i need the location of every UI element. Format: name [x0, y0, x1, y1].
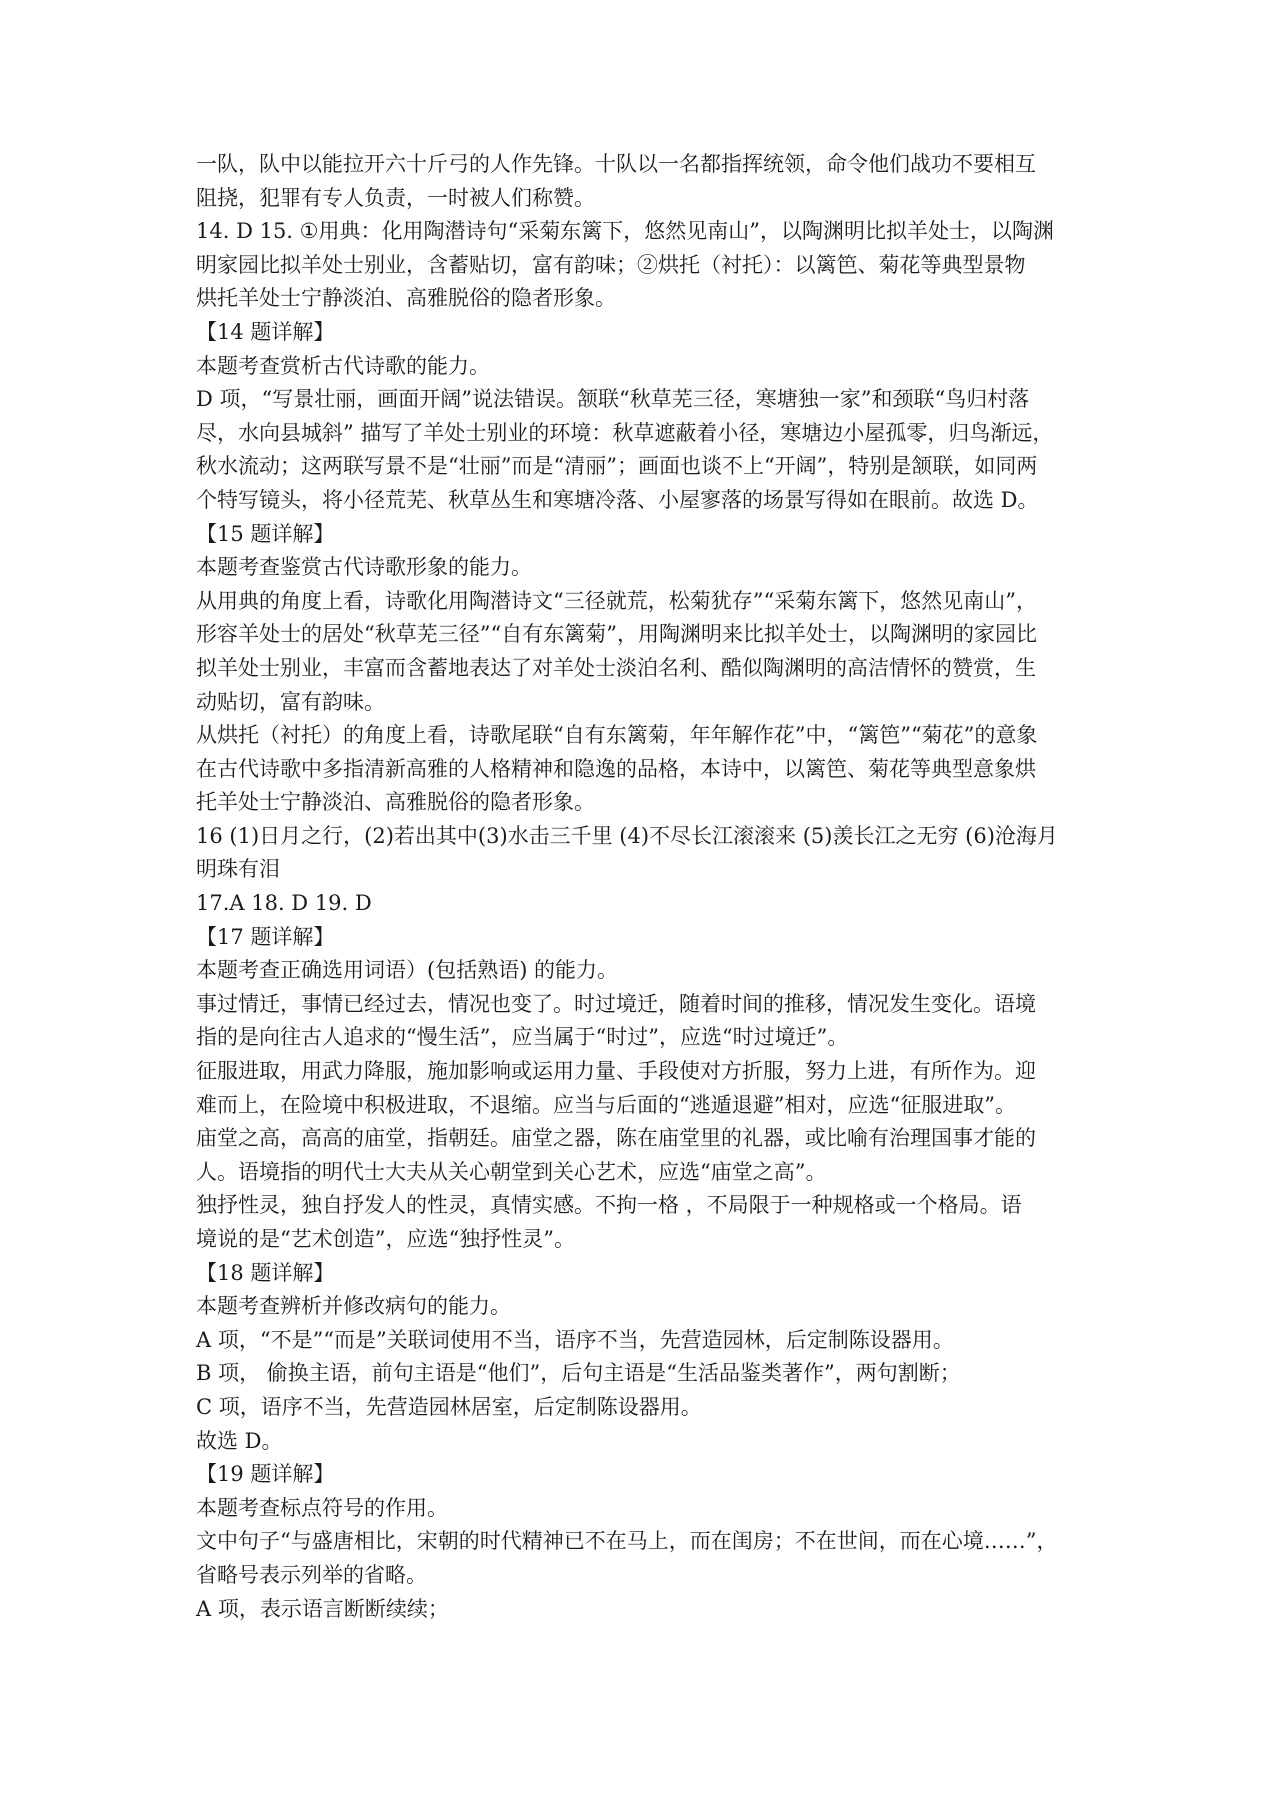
text-line: 境说的是“艺术创造”，应选“独抒性灵”。	[196, 1227, 575, 1251]
text-line: 拟羊处士别业，丰富而含蓄地表达了对羊处士淡泊名利、酷似陶渊明的高洁情怀的赞赏，生	[196, 655, 1036, 680]
text-line: 省略号表示列举的省略。	[196, 1562, 427, 1587]
text-line: 指的是向往古人追求的“慢生活”，应当属于“时过”，应选“时过境迁”。	[196, 1025, 849, 1050]
text-line: 在古代诗歌中多指清新高雅的人格精神和隐逸的品格，本诗中，以篱笆、菊花等典型意象烘	[196, 756, 1036, 781]
text-line: 明家园比拟羊处士别业，含蓄贴切，富有韵味；②烘托（衬托）：以篱笆、菊花等典型景物	[196, 252, 1026, 277]
text-line: 16 (1)日月之行，(2)若出其中(3)水击三千里 (4)不尽长江滚滚来 (5)羡长江之无穷 (6)沧海月	[196, 823, 1058, 848]
text-line: 故选 D。	[196, 1428, 283, 1453]
text-line: 17.A 18. D 19. D	[196, 891, 372, 916]
text-line: A 项，表示语言断断续续；	[196, 1596, 449, 1621]
text-line: C 项，语序不当，先营造园林居室，后定制陈设器用。	[196, 1394, 702, 1419]
text-line: 烘托羊处士宁静淡泊、高雅脱俗的隐者形象。	[196, 286, 616, 311]
text-line: 庙堂之高，高高的庙堂，指朝廷。庙堂之器，陈在庙堂里的礼器，或比喻有治理国事才能的	[196, 1126, 1036, 1151]
text-line: 本题考查正确选用词语）(包括熟语) 的能力。	[196, 958, 619, 983]
text-line: 独抒性灵，独自抒发人的性灵，真情实感。不拘一格 ，不局限于一种规格或一个格局。语	[196, 1193, 1022, 1218]
text-line: 秋水流动；这两联写景不是“壮丽”而是“清丽”；画面也谈不上“开阔”，特别是颔联，如同两	[196, 454, 1038, 479]
text-line: 动贴切，富有韵味。	[196, 689, 385, 714]
text-line: 尽，水向县城斜” 描写了羊处士别业的环境：秋草遮蔽着小径，寒塘边小屋孤零，归鸟渐远，	[196, 420, 1054, 445]
text-line: 明珠有泪	[196, 857, 280, 882]
document-body	[196, 148, 1096, 1626]
text-line: D 项，“写景壮丽，画面开阔”说法错误。颔联“秋草芜三径，寒塘独一家”和颈联“鸟归村落	[196, 387, 1030, 412]
text-line: 个特写镜头，将小径荒芜、秋草丛生和寒塘冷落、小屋寥落的场景写得如在眼前。故选 D。	[196, 487, 1039, 512]
text-line: 阻挠，犯罪有专人负责，一时被人们称赞。	[196, 185, 595, 210]
text-line: 从烘托（衬托）的角度上看，诗歌尾联“自有东篱菊，年年解作花”中，“篱笆”“菊花”的意象	[196, 723, 1038, 748]
section-heading: 【14 题详解】	[196, 319, 335, 344]
text-line: 一队，队中以能拉开六十斤弓的人作先锋。十队以一名都指挥统领，命令他们战功不要相互	[196, 152, 1036, 176]
text-line: 本题考查辨析并修改病句的能力。	[196, 1294, 511, 1319]
text-line: 形容羊处士的居处“秋草芜三径”“自有东篱菊”，用陶渊明来比拟羊处士，以陶渊明的家园比	[196, 622, 1037, 647]
text-line: 托羊处士宁静淡泊、高雅脱俗的隐者形象。	[196, 790, 595, 815]
text-line: 难而上，在险境中积极进取，不退缩。应当与后面的“逃遁退避”相对，应选“征服进取”。	[196, 1092, 1016, 1117]
text-line: 本题考查鉴赏古代诗歌形象的能力。	[196, 555, 532, 580]
text-line: 文中句子“与盛唐相比，宋朝的时代精神已不在马上，而在闺房；不在世间，而在心境……”，	[196, 1529, 1058, 1554]
section-heading: 【18 题详解】	[196, 1260, 335, 1285]
text-line: 14. D 15. ①用典：化用陶潜诗句“采菊东篱下，悠然见南山”，以陶渊明比拟羊处士，以陶渊	[196, 219, 1054, 244]
text-line: 人。语境指的明代士大夫从关心朝堂到关心艺术，应选“庙堂之高”。	[196, 1159, 827, 1184]
section-heading: 【19 题详解】	[196, 1462, 335, 1487]
text-line: 本题考查赏析古代诗歌的能力。	[196, 353, 490, 378]
text-line: A 项，“不是”“而是”关联词使用不当，语序不当，先营造园林，后定制陈设器用。	[196, 1327, 954, 1352]
text-line: 本题考查标点符号的作用。	[196, 1495, 448, 1520]
text-line: 从用典的角度上看，诗歌化用陶潜诗文“三径就荒，松菊犹存”“采菊东篱下，悠然见南山”，	[196, 588, 1037, 613]
text-line: 事过情迁，事情已经过去，情况也变了。时过境迁，随着时间的推移，情况发生变化。语境	[196, 991, 1036, 1016]
text-line: B 项， 偷换主语，前句主语是“他们”，后句主语是“生活品鉴类著作”，两句割断；	[196, 1361, 961, 1386]
text-line: 征服进取，用武力降服，施加影响或运用力量、手段使对方折服，努力上进，有所作为。迎	[196, 1059, 1036, 1084]
section-heading: 【15 题详解】	[196, 521, 335, 546]
section-heading: 【17 题详解】	[196, 924, 335, 949]
